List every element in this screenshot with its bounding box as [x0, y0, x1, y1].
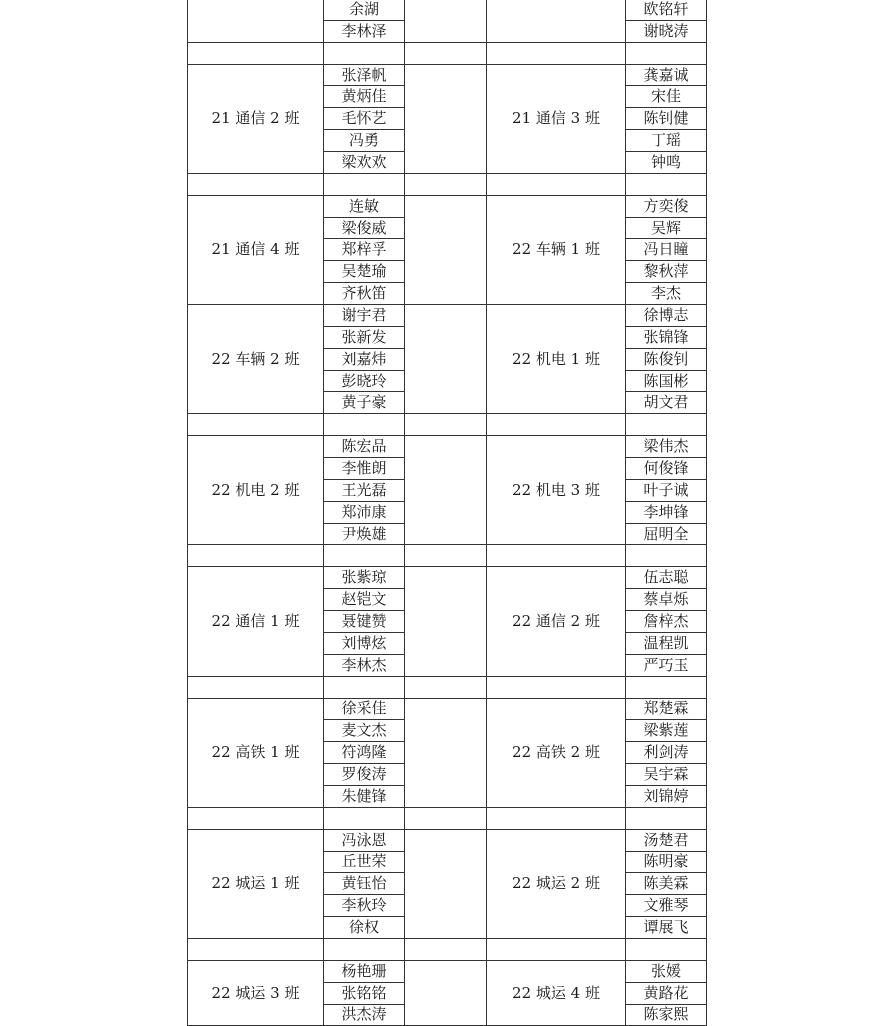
left-name-cell: 冯泳恩 [324, 829, 405, 851]
right-name-cell: 梁紫莲 [626, 720, 707, 742]
left-name-cell: 齐秋笛 [324, 283, 405, 305]
spacer-cell [626, 545, 707, 567]
spacer-cell [324, 676, 405, 698]
left-name-cell: 梁欢欢 [324, 152, 405, 174]
spacer-cell [405, 807, 487, 829]
left-name-cell: 李惟朗 [324, 458, 405, 480]
spacer-cell [626, 807, 707, 829]
right-class-cell: 22 城运 4 班 [487, 960, 626, 1026]
table-row [188, 567, 707, 589]
left-name-cell: 梁俊威 [324, 217, 405, 239]
left-name-cell: 罗俊涛 [324, 764, 405, 786]
spacer-row [188, 676, 707, 698]
right-name-cell: 吴辉 [626, 217, 707, 239]
spacer-cell [487, 938, 626, 960]
right-name-cell: 汤楚君 [626, 829, 707, 851]
table-row [188, 305, 707, 327]
right-name-cell: 黎秋萍 [626, 261, 707, 283]
right-class-cell: 22 城运 2 班 [487, 829, 626, 938]
left-name-cell: 杨艳珊 [324, 960, 405, 982]
blank-cell [405, 960, 487, 1026]
spacer-cell [487, 676, 626, 698]
left-name-cell: 李林泽 [324, 20, 405, 42]
spacer-cell [626, 42, 707, 64]
spacer-cell [405, 938, 487, 960]
spacer-cell [626, 938, 707, 960]
right-name-cell: 陈钊健 [626, 108, 707, 130]
right-name-cell: 屈明全 [626, 523, 707, 545]
blank-cell [405, 829, 487, 938]
left-name-cell: 郑沛康 [324, 501, 405, 523]
right-name-cell: 刘锦婷 [626, 785, 707, 807]
left-name-cell: 麦文杰 [324, 720, 405, 742]
spacer-cell [324, 545, 405, 567]
left-class-cell: 22 机电 2 班 [188, 436, 324, 545]
spacer-cell [487, 545, 626, 567]
left-class-cell [188, 0, 324, 42]
blank-cell [405, 64, 487, 173]
spacer-cell [487, 42, 626, 64]
right-name-cell: 陈家熙 [626, 1004, 707, 1026]
blank-cell [405, 305, 487, 414]
spacer-cell [487, 414, 626, 436]
left-name-cell: 李林杰 [324, 654, 405, 676]
left-name-cell: 王光磊 [324, 479, 405, 501]
right-name-cell: 陈国彬 [626, 370, 707, 392]
right-name-cell: 钟鸣 [626, 152, 707, 174]
blank-cell [405, 195, 487, 304]
table-row [188, 195, 707, 217]
left-name-cell: 冯勇 [324, 130, 405, 152]
left-name-cell: 徐采佳 [324, 698, 405, 720]
blank-cell [405, 698, 487, 807]
spacer-cell [188, 938, 324, 960]
right-name-cell: 胡文君 [626, 392, 707, 414]
left-class-cell: 22 城运 1 班 [188, 829, 324, 938]
spacer-cell [188, 414, 324, 436]
spacer-cell [626, 414, 707, 436]
left-name-cell: 张泽帆 [324, 64, 405, 86]
spacer-row [188, 42, 707, 64]
right-class-cell: 22 机电 3 班 [487, 436, 626, 545]
left-name-cell: 黄钰怡 [324, 873, 405, 895]
right-class-cell: 21 通信 3 班 [487, 64, 626, 173]
right-name-cell: 龚嘉诚 [626, 64, 707, 86]
blank-cell [405, 0, 487, 42]
left-class-cell: 22 高铁 1 班 [188, 698, 324, 807]
spacer-cell [487, 807, 626, 829]
right-name-cell: 温程凯 [626, 632, 707, 654]
right-name-cell: 吴宇霖 [626, 764, 707, 786]
table-row [188, 0, 707, 20]
spacer-cell [188, 545, 324, 567]
right-class-cell: 22 机电 1 班 [487, 305, 626, 414]
left-name-cell: 黄子豪 [324, 392, 405, 414]
left-name-cell: 连敏 [324, 195, 405, 217]
right-name-cell: 丁瑶 [626, 130, 707, 152]
spacer-cell [324, 414, 405, 436]
left-name-cell: 尹焕雄 [324, 523, 405, 545]
right-class-cell: 22 通信 2 班 [487, 567, 626, 676]
left-class-cell: 22 城运 3 班 [188, 960, 324, 1026]
spacer-cell [405, 676, 487, 698]
right-name-cell: 陈美霖 [626, 873, 707, 895]
table-row [188, 960, 707, 982]
table-row [188, 698, 707, 720]
left-name-cell: 张新发 [324, 326, 405, 348]
table-row [188, 436, 707, 458]
left-name-cell: 丘世荣 [324, 851, 405, 873]
left-name-cell: 张紫琼 [324, 567, 405, 589]
left-name-cell: 聂键赞 [324, 611, 405, 633]
left-name-cell: 朱健锋 [324, 785, 405, 807]
right-name-cell: 郑楚霖 [626, 698, 707, 720]
right-class-cell: 22 车辆 1 班 [487, 195, 626, 304]
right-class-cell [487, 0, 626, 42]
left-name-cell: 张铭铭 [324, 982, 405, 1004]
spacer-row [188, 807, 707, 829]
table-row [188, 64, 707, 86]
blank-cell [405, 567, 487, 676]
spacer-row [188, 938, 707, 960]
spacer-row [188, 414, 707, 436]
roster-table [187, 0, 707, 1026]
right-name-cell: 张锦锋 [626, 326, 707, 348]
right-name-cell: 方奕俊 [626, 195, 707, 217]
spacer-cell [405, 42, 487, 64]
left-name-cell: 徐权 [324, 917, 405, 939]
spacer-cell [188, 42, 324, 64]
right-name-cell: 伍志聪 [626, 567, 707, 589]
left-name-cell: 洪杰涛 [324, 1004, 405, 1026]
right-name-cell: 詹梓杰 [626, 611, 707, 633]
right-name-cell: 叶子诚 [626, 479, 707, 501]
left-class-cell: 22 车辆 2 班 [188, 305, 324, 414]
left-name-cell: 余湖 [324, 0, 405, 20]
spacer-cell [324, 938, 405, 960]
right-name-cell: 梁伟杰 [626, 436, 707, 458]
spacer-cell [487, 173, 626, 195]
right-name-cell: 欧铭轩 [626, 0, 707, 20]
spacer-cell [626, 173, 707, 195]
spacer-row [188, 173, 707, 195]
left-name-cell: 谢宇君 [324, 305, 405, 327]
spacer-cell [188, 807, 324, 829]
left-name-cell: 郑梓孚 [324, 239, 405, 261]
right-name-cell: 利剑涛 [626, 742, 707, 764]
right-name-cell: 蔡卓烁 [626, 589, 707, 611]
right-name-cell: 严巧玉 [626, 654, 707, 676]
right-name-cell: 陈明豪 [626, 851, 707, 873]
left-name-cell: 毛怀艺 [324, 108, 405, 130]
spacer-cell [188, 676, 324, 698]
right-name-cell: 李杰 [626, 283, 707, 305]
left-name-cell: 符鸿隆 [324, 742, 405, 764]
table-row [188, 829, 707, 851]
spacer-cell [626, 676, 707, 698]
left-class-cell: 22 通信 1 班 [188, 567, 324, 676]
spacer-cell [324, 173, 405, 195]
left-name-cell: 刘嘉炜 [324, 348, 405, 370]
left-name-cell: 彭晓玲 [324, 370, 405, 392]
right-name-cell: 宋佳 [626, 86, 707, 108]
right-name-cell: 何俊锋 [626, 458, 707, 480]
left-name-cell: 刘博炫 [324, 632, 405, 654]
right-name-cell: 张媛 [626, 960, 707, 982]
spacer-cell [405, 545, 487, 567]
spacer-cell [324, 42, 405, 64]
left-class-cell: 21 通信 4 班 [188, 195, 324, 304]
left-name-cell: 赵铠文 [324, 589, 405, 611]
right-name-cell: 谢晓涛 [626, 20, 707, 42]
spacer-cell [405, 414, 487, 436]
blank-cell [405, 436, 487, 545]
right-name-cell: 谭展飞 [626, 917, 707, 939]
right-name-cell: 黄路花 [626, 982, 707, 1004]
right-class-cell: 22 高铁 2 班 [487, 698, 626, 807]
right-name-cell: 冯日瞳 [626, 239, 707, 261]
right-name-cell: 李坤锋 [626, 501, 707, 523]
spacer-cell [188, 173, 324, 195]
right-name-cell: 徐博志 [626, 305, 707, 327]
spacer-cell [324, 807, 405, 829]
right-name-cell: 陈俊钊 [626, 348, 707, 370]
right-name-cell: 文雅琴 [626, 895, 707, 917]
left-name-cell: 陈宏品 [324, 436, 405, 458]
spacer-row [188, 545, 707, 567]
left-name-cell: 黄炳佳 [324, 86, 405, 108]
left-name-cell: 吴楚瑜 [324, 261, 405, 283]
spacer-cell [405, 173, 487, 195]
left-name-cell: 李秋玲 [324, 895, 405, 917]
left-class-cell: 21 通信 2 班 [188, 64, 324, 173]
